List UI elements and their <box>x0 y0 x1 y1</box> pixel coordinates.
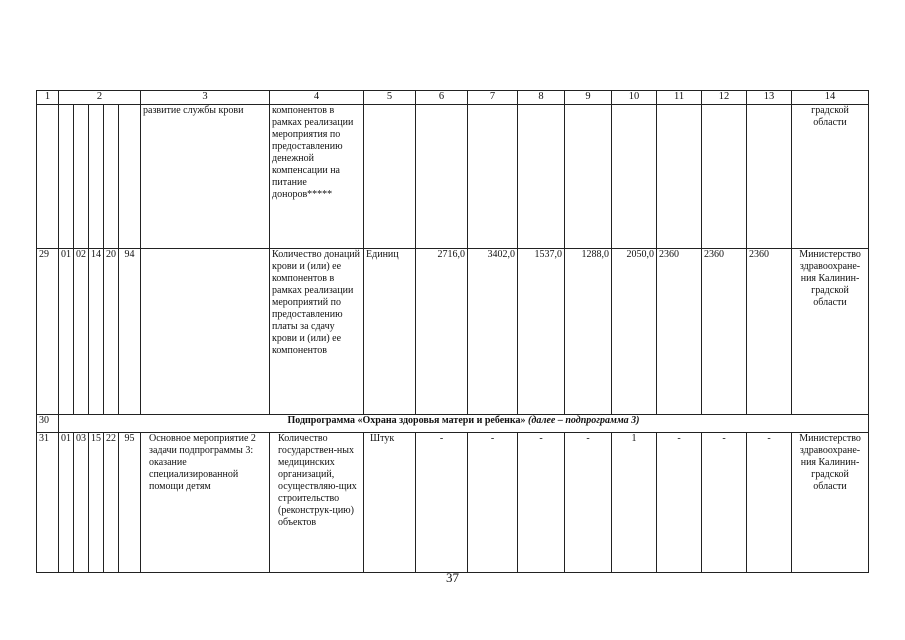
value-cell: 1537,0 <box>518 249 565 415</box>
header-cell: 12 <box>702 91 747 105</box>
table-row-31 <box>37 433 869 573</box>
header-cell: 5 <box>364 91 416 105</box>
indicator-name-cell: Количество государствен-ных медицинских организаций, осуществляю-щих строительство (реконструк-цию) объектов <box>270 433 364 573</box>
value-cell: - <box>747 433 792 573</box>
event-name-cell: развитие службы крови <box>141 105 270 249</box>
table-row-30 <box>37 415 869 433</box>
code-cell: 22 <box>104 433 119 573</box>
value-cell: 1288,0 <box>565 249 612 415</box>
table-row-29 <box>37 249 869 415</box>
indicator-name-cell: компонентов в рамках реализации мероприятия по предоставлению денежной компенсации на питание доноров***** <box>270 105 364 249</box>
code-cell: 95 <box>119 433 141 573</box>
responsible-cell: градской области <box>792 105 869 249</box>
value-cell: 2050,0 <box>612 249 657 415</box>
header-cell: 9 <box>565 91 612 105</box>
header-cell: 2 <box>59 91 141 105</box>
header-row <box>37 91 869 105</box>
code-cell: 01 <box>59 433 74 573</box>
value-cell: - <box>702 433 747 573</box>
unit-cell: Единиц <box>364 249 416 415</box>
row-number: 30 <box>37 415 59 433</box>
value-cell: - <box>416 433 468 573</box>
value-cell: 2716,0 <box>416 249 468 415</box>
code-cell: 02 <box>74 249 89 415</box>
page-number: 37 <box>446 570 459 585</box>
code-cell: 01 <box>59 249 74 415</box>
row-number: 31 <box>37 433 59 573</box>
subprogram-title: Подпрограмма «Охрана здоровья матери и ребенка» <box>287 415 526 426</box>
code-cell: 15 <box>89 433 104 573</box>
value-cell: - <box>518 433 565 573</box>
continuation-row <box>37 105 869 249</box>
code-cell: 94 <box>119 249 141 415</box>
code-cell: 14 <box>89 249 104 415</box>
subprogram-note: (далее – подпрограмма 3) <box>528 415 640 426</box>
subprogram-title-cell <box>59 415 869 433</box>
code-cell: 20 <box>104 249 119 415</box>
unit-cell: Штук <box>364 433 416 573</box>
indicators-table <box>36 90 869 573</box>
header-cell: 7 <box>468 91 518 105</box>
header-cell: 11 <box>657 91 702 105</box>
code-cell: 03 <box>74 433 89 573</box>
event-name-cell: Основное мероприятие 2 задачи подпрограммы 3: оказание специализированной помощи детям <box>141 433 270 573</box>
header-cell: 8 <box>518 91 565 105</box>
responsible-cell: Министерство здравоохране-ния Калинин-градской области <box>792 249 869 415</box>
indicator-name-cell: Количество донаций крови и (или) ее компонентов в рамках реализации мероприятий по предоставлению платы за сдачу крови и (или) ее компонентов <box>270 249 364 415</box>
responsible-cell: Министерство здравоохране-ния Калинин-градской области <box>792 433 869 573</box>
value-cell: 1 <box>612 433 657 573</box>
header-cell: 6 <box>416 91 468 105</box>
row-number: 29 <box>37 249 59 415</box>
header-cell: 1 <box>37 91 59 105</box>
value-cell: - <box>565 433 612 573</box>
header-cell: 4 <box>270 91 364 105</box>
value-cell: 3402,0 <box>468 249 518 415</box>
value-cell: - <box>657 433 702 573</box>
value-cell: 2360 <box>747 249 792 415</box>
value-cell: 2360 <box>702 249 747 415</box>
header-cell: 13 <box>747 91 792 105</box>
header-cell: 10 <box>612 91 657 105</box>
value-cell: - <box>468 433 518 573</box>
value-cell: 2360 <box>657 249 702 415</box>
header-cell: 14 <box>792 91 869 105</box>
header-cell: 3 <box>141 91 270 105</box>
